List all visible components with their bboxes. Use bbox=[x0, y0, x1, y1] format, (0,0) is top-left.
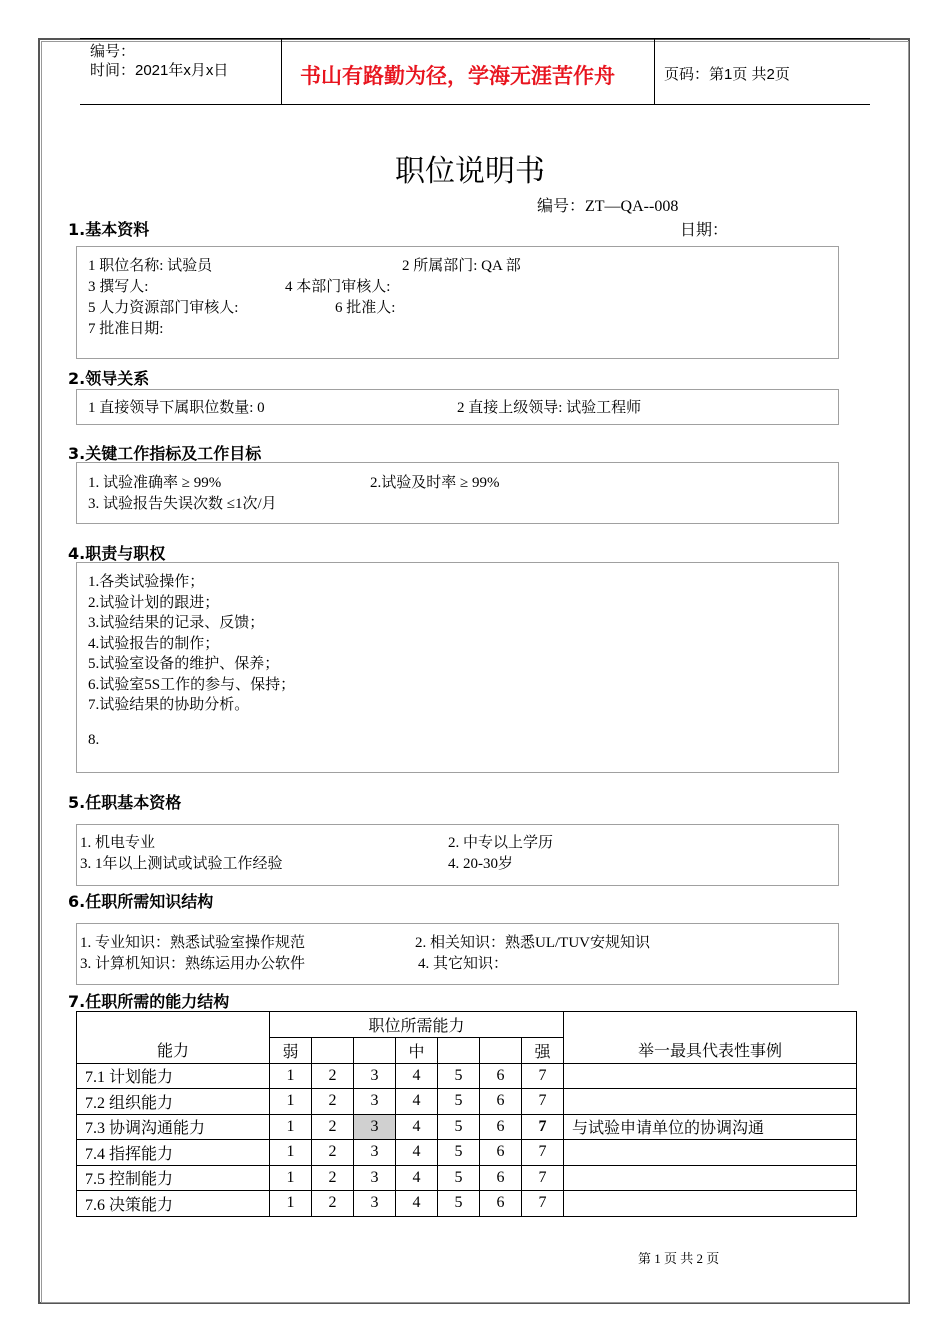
level-cell: 2 bbox=[312, 1114, 354, 1140]
page-title: 职位说明书 bbox=[395, 154, 545, 189]
level-cell: 6 bbox=[480, 1165, 522, 1191]
section-2-heading: 2.领导关系 bbox=[68, 369, 150, 388]
hr-reviewer: 5 人力资源部门审核人: bbox=[88, 300, 239, 316]
writer: 3 撰写人: bbox=[88, 279, 149, 295]
kpi-accuracy: 1. 试验准确率 ≥ 99% bbox=[88, 475, 222, 491]
scale-empty bbox=[312, 1038, 354, 1064]
level-cell: 3 bbox=[354, 1089, 396, 1115]
example-cell bbox=[564, 1165, 857, 1191]
duty-item: 5.试验室设备的维护、保养； bbox=[88, 656, 280, 672]
duty-item: 7.试验结果的协助分析。 bbox=[88, 697, 250, 713]
level-cell: 7 bbox=[522, 1191, 564, 1217]
kpi-timeliness: 2.试验及时率 ≥ 99% bbox=[370, 475, 500, 491]
level-cell: 2 bbox=[312, 1140, 354, 1166]
scale-weak: 弱 bbox=[270, 1038, 312, 1064]
level-cell: 7 bbox=[522, 1089, 564, 1115]
level-cell: 3 bbox=[354, 1191, 396, 1217]
section-3-heading: 3.关键工作指标及工作目标 bbox=[68, 444, 262, 463]
level-cell: 4 bbox=[396, 1063, 438, 1089]
qualification-age: 4. 20-30岁 bbox=[448, 856, 513, 872]
table-row bbox=[77, 1191, 857, 1217]
qualification-education: 2. 中专以上学历 bbox=[448, 835, 554, 851]
level-cell: 5 bbox=[438, 1140, 480, 1166]
scale-strong: 强 bbox=[522, 1038, 564, 1064]
level-cell: 5 bbox=[438, 1089, 480, 1115]
scale-empty bbox=[438, 1038, 480, 1064]
kpi-report-errors: 3. 试验报告失误次数 ≤1次/月 bbox=[88, 496, 277, 512]
ability-name: 7.3 协调沟通能力 bbox=[77, 1114, 270, 1140]
subordinate-count: 1 直接领导下属职位数量: 0 bbox=[88, 400, 265, 416]
duty-item: 1.各类试验操作； bbox=[88, 574, 205, 590]
section-1-heading: 1.基本资料 bbox=[68, 220, 150, 239]
header-motto: 书山有路勤为径，学海无涯苦作舟 bbox=[300, 64, 615, 88]
level-cell: 6 bbox=[480, 1063, 522, 1089]
ability-header-row bbox=[77, 1012, 857, 1038]
level-cell: 3 bbox=[354, 1140, 396, 1166]
level-cell: 7 bbox=[522, 1063, 564, 1089]
level-cell: 1 bbox=[270, 1165, 312, 1191]
table-row bbox=[77, 1114, 857, 1140]
level-cell: 1 bbox=[270, 1089, 312, 1115]
ability-name: 7.6 决策能力 bbox=[77, 1191, 270, 1217]
level-cell: 1 bbox=[270, 1063, 312, 1089]
level-cell: 3 bbox=[354, 1165, 396, 1191]
level-cell: 5 bbox=[438, 1114, 480, 1140]
level-cell: 5 bbox=[438, 1165, 480, 1191]
level-cell: 7 bbox=[522, 1114, 564, 1140]
footer-page-number: 第 1 页 共 2 页 bbox=[638, 1251, 720, 1266]
header-bottom-rule bbox=[80, 104, 870, 105]
level-cell: 1 bbox=[270, 1114, 312, 1140]
level-cell: 4 bbox=[396, 1089, 438, 1115]
table-row bbox=[77, 1140, 857, 1166]
level-cell: 5 bbox=[438, 1191, 480, 1217]
col-required-header: 职位所需能力 bbox=[270, 1012, 564, 1038]
section-6-heading: 6.任职所需知识结构 bbox=[68, 892, 214, 911]
level-cell: 7 bbox=[522, 1165, 564, 1191]
level-cell: 4 bbox=[396, 1140, 438, 1166]
knowledge-related: 2. 相关知识：熟悉UL/TUV安规知识 bbox=[415, 935, 650, 951]
ability-table bbox=[76, 1011, 857, 1217]
level-cell: 4 bbox=[396, 1191, 438, 1217]
col-ability-header: 能力 bbox=[77, 1012, 270, 1064]
level-cell-selected: 3 bbox=[354, 1114, 396, 1140]
scale-empty bbox=[354, 1038, 396, 1064]
example-cell: 与试验申请单位的协调沟通 bbox=[564, 1114, 857, 1140]
level-cell: 6 bbox=[480, 1191, 522, 1217]
qualification-experience: 3. 1年以上测试或试验工作经验 bbox=[80, 856, 283, 872]
duty-item: 6.试验室5S工作的参与、保持； bbox=[88, 677, 296, 693]
doc-date-label: 日期： bbox=[680, 222, 729, 239]
col-example-header: 举一最具代表性事例 bbox=[564, 1012, 857, 1064]
header-page-label: 页码：第1页 共2页 bbox=[664, 66, 790, 83]
level-cell: 7 bbox=[522, 1140, 564, 1166]
duty-item: 2.试验计划的跟进； bbox=[88, 595, 220, 611]
ability-name: 7.1 计划能力 bbox=[77, 1063, 270, 1089]
level-cell: 5 bbox=[438, 1063, 480, 1089]
example-cell bbox=[564, 1089, 857, 1115]
section-5-heading: 5.任职基本资格 bbox=[68, 793, 182, 812]
level-cell: 2 bbox=[312, 1063, 354, 1089]
level-cell: 2 bbox=[312, 1165, 354, 1191]
ability-name: 7.5 控制能力 bbox=[77, 1165, 270, 1191]
scale-mid: 中 bbox=[396, 1038, 438, 1064]
level-cell: 3 bbox=[354, 1063, 396, 1089]
ability-name: 7.2 组织能力 bbox=[77, 1089, 270, 1115]
table-row bbox=[77, 1063, 857, 1089]
level-cell: 4 bbox=[396, 1114, 438, 1140]
header-divider-right bbox=[654, 38, 655, 104]
level-cell: 6 bbox=[480, 1114, 522, 1140]
table-row bbox=[77, 1165, 857, 1191]
example-cell bbox=[564, 1063, 857, 1089]
level-cell: 1 bbox=[270, 1140, 312, 1166]
header-top-rule bbox=[80, 38, 870, 39]
table-row bbox=[77, 1089, 857, 1115]
header-number-label: 编号： bbox=[90, 43, 136, 60]
header-divider-left bbox=[281, 38, 282, 104]
knowledge-computer: 3. 计算机知识：熟练运用办公软件 bbox=[80, 956, 306, 972]
level-cell: 4 bbox=[396, 1165, 438, 1191]
duty-item: 4.试验报告的制作； bbox=[88, 636, 220, 652]
level-cell: 2 bbox=[312, 1191, 354, 1217]
level-cell: 6 bbox=[480, 1089, 522, 1115]
section-7-heading: 7.任职所需的能力结构 bbox=[68, 992, 230, 1011]
level-cell: 6 bbox=[480, 1140, 522, 1166]
approver: 6 批准人: bbox=[335, 300, 396, 316]
level-cell: 1 bbox=[270, 1191, 312, 1217]
example-cell bbox=[564, 1140, 857, 1166]
header-date-label: 时间：2021年x月x日 bbox=[90, 62, 229, 79]
duty-item: 3.试验结果的记录、反馈； bbox=[88, 615, 265, 631]
level-cell: 2 bbox=[312, 1089, 354, 1115]
scale-empty bbox=[480, 1038, 522, 1064]
direct-superior: 2 直接上级领导: 试验工程师 bbox=[457, 400, 642, 416]
doc-number: 编号：ZT—QA--008 bbox=[537, 198, 679, 215]
knowledge-other: 4. 其它知识： bbox=[418, 956, 509, 972]
duty-item-8: 8. bbox=[88, 732, 100, 748]
dept-reviewer: 4 本部门审核人: bbox=[285, 279, 391, 295]
example-cell bbox=[564, 1191, 857, 1217]
job-name: 1 职位名称: 试验员 bbox=[88, 258, 213, 274]
approval-date: 7 批准日期: bbox=[88, 321, 164, 337]
ability-name: 7.4 指挥能力 bbox=[77, 1140, 270, 1166]
department: 2 所属部门: QA 部 bbox=[402, 258, 521, 274]
knowledge-professional: 1. 专业知识：熟悉试验室操作规范 bbox=[80, 935, 306, 951]
qualification-major: 1. 机电专业 bbox=[80, 835, 156, 851]
section-4-heading: 4.职责与职权 bbox=[68, 544, 166, 563]
